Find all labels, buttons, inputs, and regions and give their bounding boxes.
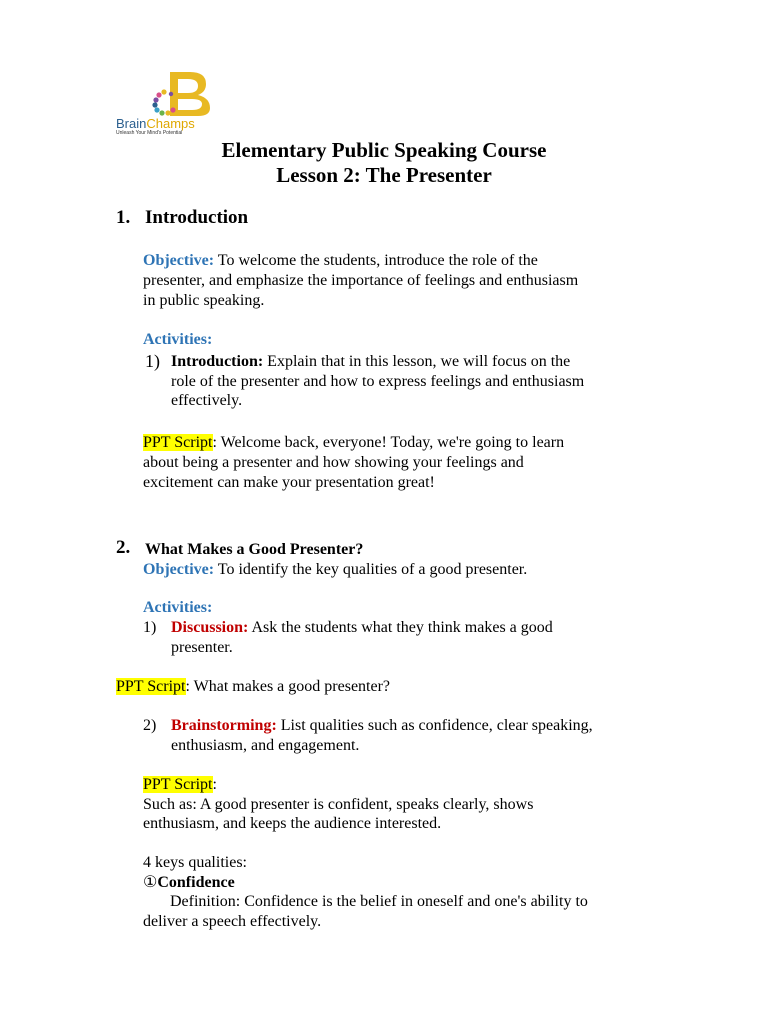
- section2-activity2-line2: enthusiasm, and engagement.: [171, 737, 360, 754]
- section2-objective: Objective: To identify the key qualities of a good presenter.: [143, 561, 528, 578]
- section1-number: 1.: [116, 207, 131, 228]
- section2-heading: What Makes a Good Presenter?: [145, 541, 364, 558]
- section1-objective-line2: presenter, and emphasize the importance of feelings and enthusiasm: [143, 272, 579, 289]
- brand-tagline: Unleash Your Mind's Potential: [116, 130, 183, 136]
- section2-ppt1: PPT Script: What makes a good presenter?: [116, 678, 391, 695]
- quality1-definition: Definition: Confidence is the belief in oneself and one's ability to: [170, 893, 588, 910]
- section1-activity1: Introduction: Explain that in this lesson, we will focus on the: [171, 353, 571, 370]
- section2-activity1-number: 1): [143, 619, 157, 636]
- section1-ppt-script: PPT Script: Welcome back, everyone! Today, we're going to learn: [143, 434, 565, 451]
- course-title: Elementary Public Speaking Course: [221, 138, 547, 162]
- section1-objective-line3: in public speaking.: [143, 292, 265, 309]
- circled-one-marker: ①: [143, 874, 158, 891]
- section2-ppt2: PPT Script:: [143, 776, 217, 793]
- ppt-script-label: PPT Script: [143, 434, 213, 451]
- section2-number: 2.: [116, 537, 131, 558]
- lesson-title: Lesson 2: The Presenter: [276, 163, 492, 187]
- section1-activity1-line2: role of the presenter and how to express feelings and enthusiasm: [171, 373, 585, 390]
- section2-activity2: Brainstorming: List qualities such as confidence, clear speaking,: [171, 717, 593, 734]
- section1-activity1-line3: effectively.: [171, 392, 243, 409]
- section2-activity1: Discussion: Ask the students what they think makes a good: [171, 619, 553, 636]
- section1-activity1-number: 1): [145, 351, 160, 371]
- section1-activities-label: Activities:: [143, 331, 213, 348]
- quality1-definition-line2: deliver a speech effectively.: [143, 913, 322, 930]
- section2-activity2-number: 2): [143, 717, 157, 734]
- brand-name: BrainChamps: [116, 116, 195, 131]
- section1-ppt-line2: about being a presenter and how showing your feelings and: [143, 454, 524, 471]
- section1-heading: Introduction: [145, 207, 249, 228]
- section2-ppt2-line1: Such as: A good presenter is confident, speaks clearly, shows: [143, 796, 534, 813]
- section1-objective: Objective: To welcome the students, introduce the role of the: [143, 252, 538, 269]
- section2-ppt2-line2: enthusiasm, and keeps the audience interested.: [143, 815, 442, 832]
- section2-activity1-line2: presenter.: [171, 639, 233, 656]
- section1-ppt-line3: excitement can make your presentation great!: [143, 474, 435, 491]
- section2-activities-label: Activities:: [143, 599, 213, 616]
- key-qualities-label: 4 keys qualities:: [143, 854, 247, 871]
- objective-label: Objective:: [143, 252, 215, 269]
- quality1-heading: ①Confidence: [143, 874, 235, 891]
